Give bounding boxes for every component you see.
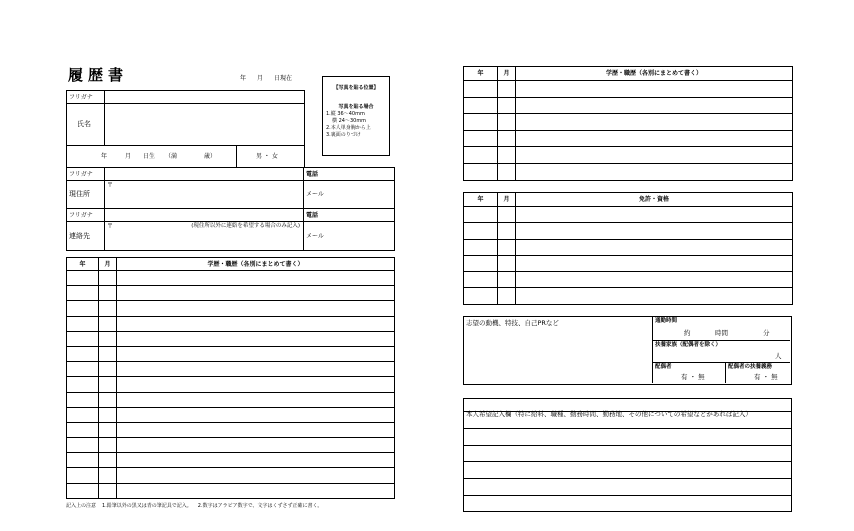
request-section xyxy=(463,398,792,512)
history-row xyxy=(67,392,395,407)
license-row xyxy=(464,207,793,223)
history-year-cell xyxy=(464,97,498,114)
history-entry-cell xyxy=(117,407,395,422)
history-entry-cell xyxy=(117,422,395,437)
history-header: 学歴・職歴（各別にまとめて書く） xyxy=(516,67,793,81)
history-month-cell xyxy=(99,346,117,361)
birth-divider xyxy=(236,146,237,168)
history-month-cell xyxy=(99,407,117,422)
footnote-label: 記入上の注意 xyxy=(66,503,97,509)
history-entry-cell xyxy=(117,377,395,392)
licenses-header: 免許・資格 xyxy=(516,193,793,207)
history-year-cell xyxy=(67,407,99,422)
history-entry-cell xyxy=(516,163,793,180)
birth-row xyxy=(67,146,305,168)
history-row xyxy=(67,453,395,468)
history-month-cell xyxy=(99,422,117,437)
request-line xyxy=(464,496,791,510)
license-row xyxy=(464,239,793,255)
license-year-cell xyxy=(464,223,498,239)
history-row xyxy=(67,438,395,453)
document-title: 履歴書 xyxy=(68,66,129,84)
address-furigana-label: フリガナ xyxy=(67,168,105,181)
footnote-note: 2.数字はアラビア数字で、文字はくずさず正確に書く。 xyxy=(197,503,323,509)
postal-mark: 〒 xyxy=(107,182,114,189)
year-header: 年 xyxy=(464,67,498,81)
history-row xyxy=(67,407,395,422)
history-table-right xyxy=(463,66,793,181)
license-entry-cell xyxy=(516,255,793,271)
date-day-label: 日現在 xyxy=(274,75,293,82)
history-row xyxy=(464,163,793,180)
spouse-support-label: 配偶者の扶養義務 xyxy=(728,364,773,370)
license-month-cell xyxy=(498,272,516,288)
address-furigana-field xyxy=(105,168,304,181)
contact-furigana-field xyxy=(105,209,304,222)
history-year-cell xyxy=(67,483,99,498)
history-month-cell xyxy=(99,301,117,316)
month-header: 月 xyxy=(99,258,117,271)
history-year-cell xyxy=(67,392,99,407)
history-entry-cell xyxy=(117,438,395,453)
history-year-cell xyxy=(464,163,498,180)
history-entry-cell xyxy=(516,114,793,131)
license-year-cell xyxy=(464,272,498,288)
current-address-field xyxy=(105,181,304,209)
history-row xyxy=(67,301,395,316)
history-table-left xyxy=(66,257,395,499)
history-month-cell xyxy=(99,453,117,468)
name-furigana-label: フリガナ xyxy=(67,91,105,104)
history-entry-cell xyxy=(117,392,395,407)
age-close-label: 歳） xyxy=(204,153,217,160)
history-month-cell xyxy=(99,483,117,498)
photo-box xyxy=(322,76,390,156)
photo-notes xyxy=(323,111,389,139)
date-year-label: 年 xyxy=(240,75,247,82)
license-entry-cell xyxy=(516,272,793,288)
spouse-support-cell xyxy=(726,363,790,383)
history-row xyxy=(67,316,395,331)
history-row xyxy=(67,377,395,392)
history-month-cell xyxy=(99,392,117,407)
spouse-cell xyxy=(653,363,726,383)
history-year-cell xyxy=(67,362,99,377)
license-row xyxy=(464,272,793,288)
birth-month-label: 月 xyxy=(125,153,132,160)
motivation-section xyxy=(463,316,792,385)
history-row xyxy=(67,483,395,498)
history-row xyxy=(67,331,395,346)
history-entry-cell xyxy=(117,346,395,361)
history-year-cell xyxy=(67,301,99,316)
history-month-cell xyxy=(99,286,117,301)
name-table xyxy=(66,90,305,168)
spouse-support-options: 有 ・ 無 xyxy=(754,373,778,381)
history-month-cell xyxy=(498,130,516,147)
contact-note: (現住所以外に連絡を希望する場合のみ記入) xyxy=(191,223,300,229)
license-row xyxy=(464,255,793,271)
email-label: メール xyxy=(304,181,395,209)
month-header: 月 xyxy=(498,193,516,207)
history-year-cell xyxy=(67,438,99,453)
request-line xyxy=(464,462,791,479)
history-month-cell xyxy=(99,316,117,331)
spouse-options: 有 ・ 無 xyxy=(681,373,705,381)
history-row xyxy=(67,422,395,437)
history-entry-cell xyxy=(117,468,395,483)
contact-phone-label: 電話 xyxy=(304,209,395,222)
request-label: 本人希望記入欄（特に給料、職種、勤務時間、勤務地、その他についての希望などがあれば記入） xyxy=(466,410,752,418)
history-row xyxy=(67,271,395,286)
history-row xyxy=(67,346,395,361)
request-line xyxy=(464,429,791,446)
address-table xyxy=(66,167,395,251)
license-year-cell xyxy=(464,255,498,271)
license-year-cell xyxy=(464,239,498,255)
request-line xyxy=(464,479,791,496)
birth-year-label: 年 xyxy=(101,153,108,160)
month-header: 月 xyxy=(498,67,516,81)
license-month-cell xyxy=(498,288,516,304)
history-row xyxy=(464,114,793,131)
history-month-cell xyxy=(99,362,117,377)
history-month-cell xyxy=(99,438,117,453)
history-year-cell xyxy=(67,453,99,468)
year-header: 年 xyxy=(67,258,99,271)
license-row xyxy=(464,223,793,239)
history-year-cell xyxy=(67,377,99,392)
history-month-cell xyxy=(99,271,117,286)
license-entry-cell xyxy=(516,207,793,223)
history-year-cell xyxy=(464,81,498,98)
history-entry-cell xyxy=(117,331,395,346)
history-row xyxy=(464,130,793,147)
commute-hours: 時間 xyxy=(715,329,728,337)
history-year-cell xyxy=(67,271,99,286)
history-year-cell xyxy=(464,147,498,164)
license-row xyxy=(464,288,793,304)
footnote-note: 1.鉛筆以外の黒又は青の筆記具で記入。 xyxy=(102,503,192,509)
history-entry-cell xyxy=(117,316,395,331)
commute-label: 通勤時間 xyxy=(655,318,678,324)
current-address-label: 現住所 xyxy=(67,181,105,209)
history-entry-cell xyxy=(516,130,793,147)
photo-note: 横 24〜30mm xyxy=(332,118,367,124)
year-header: 年 xyxy=(464,193,498,207)
contact-address-field xyxy=(105,222,304,251)
history-month-cell xyxy=(498,163,516,180)
license-year-cell xyxy=(464,288,498,304)
history-year-cell xyxy=(67,468,99,483)
license-entry-cell xyxy=(516,239,793,255)
history-row xyxy=(464,81,793,98)
history-entry-cell xyxy=(117,362,395,377)
age-open-label: （満 xyxy=(165,153,178,160)
license-entry-cell xyxy=(516,288,793,304)
history-row xyxy=(464,147,793,164)
motivation-cell xyxy=(464,317,653,383)
history-month-cell xyxy=(498,114,516,131)
commute-cell xyxy=(653,317,790,341)
photo-note: 2.本人単身胸から上 xyxy=(326,125,371,131)
history-month-cell xyxy=(99,377,117,392)
history-entry-cell xyxy=(117,271,395,286)
photo-note: 3.裏面のりづけ xyxy=(326,132,361,138)
request-line xyxy=(464,446,791,463)
history-row xyxy=(67,468,395,483)
history-year-cell xyxy=(67,286,99,301)
history-row xyxy=(67,362,395,377)
history-entry-cell xyxy=(117,301,395,316)
footnote xyxy=(66,503,328,510)
history-year-cell xyxy=(67,331,99,346)
history-row xyxy=(67,286,395,301)
history-entry-cell xyxy=(117,453,395,468)
history-month-cell xyxy=(99,331,117,346)
history-month-cell xyxy=(498,147,516,164)
photo-subheading: 写真を貼る場合 xyxy=(338,104,374,110)
history-entry-cell xyxy=(516,147,793,164)
history-year-cell xyxy=(67,346,99,361)
motivation-label: 志望の動機、特技、自己PRなど xyxy=(466,319,559,327)
date-line xyxy=(240,75,303,83)
name-field xyxy=(105,104,305,146)
license-month-cell xyxy=(498,239,516,255)
history-entry-cell xyxy=(516,97,793,114)
commute-about: 約 xyxy=(684,329,691,337)
gender-options: 男 ・ 女 xyxy=(256,153,278,160)
contact-address-label: 連絡先 xyxy=(67,222,105,251)
date-month-label: 月 xyxy=(257,75,264,82)
history-entry-cell xyxy=(117,286,395,301)
license-month-cell xyxy=(498,207,516,223)
history-header: 学歴・職歴（各別にまとめて書く） xyxy=(117,258,395,271)
birth-day-label: 日生 xyxy=(143,153,156,160)
history-year-cell xyxy=(67,316,99,331)
phone-label: 電話 xyxy=(304,168,395,181)
dependents-label: 扶養家族（配偶者を除く） xyxy=(655,342,722,348)
license-entry-cell xyxy=(516,223,793,239)
license-month-cell xyxy=(498,255,516,271)
dependents-cell xyxy=(653,341,790,363)
history-month-cell xyxy=(99,468,117,483)
history-year-cell xyxy=(464,130,498,147)
history-month-cell xyxy=(498,97,516,114)
photo-heading: 【写真を貼る位置】 xyxy=(333,85,379,91)
contact-postal-mark: 〒 xyxy=(107,223,114,230)
history-year-cell xyxy=(67,422,99,437)
contact-furigana-label: フリガナ xyxy=(67,209,105,222)
history-entry-cell xyxy=(117,483,395,498)
dependents-unit: 人 xyxy=(775,352,782,360)
licenses-table xyxy=(463,192,793,305)
photo-note: 1.縦 36〜40mm xyxy=(326,111,365,117)
contact-email-label: メール xyxy=(304,222,395,251)
spouse-label: 配偶者 xyxy=(655,364,672,370)
history-entry-cell xyxy=(516,81,793,98)
license-month-cell xyxy=(498,223,516,239)
history-month-cell xyxy=(498,81,516,98)
name-furigana-field xyxy=(105,91,305,104)
name-label: 氏名 xyxy=(67,104,105,146)
history-year-cell xyxy=(464,114,498,131)
license-year-cell xyxy=(464,207,498,223)
history-row xyxy=(464,97,793,114)
request-header xyxy=(464,399,791,418)
commute-minutes: 分 xyxy=(763,329,770,337)
